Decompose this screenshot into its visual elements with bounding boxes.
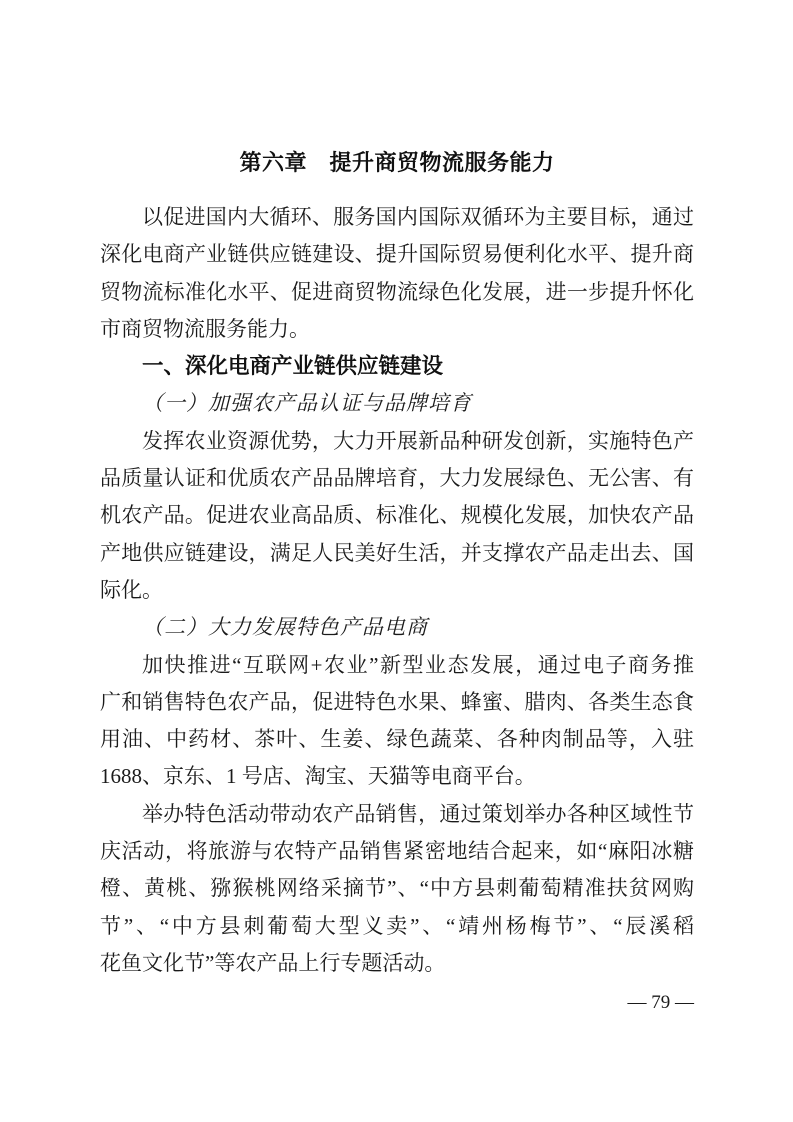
paragraph-line: 市商贸物流服务能力。: [100, 316, 310, 341]
page-number: — 79 —: [627, 992, 694, 1013]
paragraph-line: 贸物流标准化水平、促进商贸物流绿色化发展，进一步提升怀化: [100, 279, 694, 304]
paragraph-line: 1688、京东、1 号店、淘宝、天猫等电商平台。: [100, 764, 536, 789]
paragraph-line: 用油、中药材、茶叶、生姜、绿色蔬菜、各种肉制品等，入驻: [100, 727, 694, 752]
paragraph-line: 以促进国内大循环、服务国内国际双循环为主要目标，通过: [142, 205, 694, 229]
paragraph-line: 发挥农业资源优势，大力开展新品种研发创新，实施特色产: [142, 428, 694, 453]
paragraph-line: 花鱼文化节”等农产品上行专题活动。: [100, 950, 446, 975]
section-heading: 一、深化电商产业链供应链建设: [142, 354, 444, 379]
paragraph-line: 品质量认证和优质农产品品牌培育，大力发展绿色、无公害、有: [100, 466, 694, 491]
text-block: [100, 199, 694, 982]
chapter-title: 第六章 提升商贸物流服务能力: [239, 150, 555, 175]
paragraph-line: 深化电商产业链供应链建设、提升国际贸易便利化水平、提升商: [100, 242, 694, 267]
paragraph-line: 广和销售特色农产品，促进特色水果、蜂蜜、腊肉、各类生态食: [100, 689, 694, 714]
paragraph-line: 机农产品。促进农业高品质、标准化、规模化发展，加快农产品: [100, 503, 694, 528]
subsection-heading: （一）加强农产品认证与品牌培育: [142, 391, 472, 416]
paragraph-line: 际化。: [100, 577, 163, 602]
paragraph-line: 举办特色活动带动农产品销售，通过策划举办各种区域性节: [142, 801, 694, 826]
paragraph-line: 节”、“中方县刺葡萄大型义卖”、“靖州杨梅节”、“辰溪稻: [100, 913, 694, 938]
paragraph-line: 产地供应链建设，满足人民美好生活，并支撑农产品走出去、国: [100, 540, 694, 565]
paragraph-line: 加快推进“互联网+农业”新型业态发展，通过电子商务推: [142, 652, 694, 677]
subsection-heading: （二）大力发展特色产品电商: [142, 615, 428, 640]
paragraph-line: 橙、黄桃、猕猴桃网络采摘节”、“中方县刺葡萄精准扶贫网购: [100, 876, 694, 901]
paragraph-line: 庆活动，将旅游与农特产品销售紧密地结合起来，如“麻阳冰糖: [100, 839, 694, 864]
